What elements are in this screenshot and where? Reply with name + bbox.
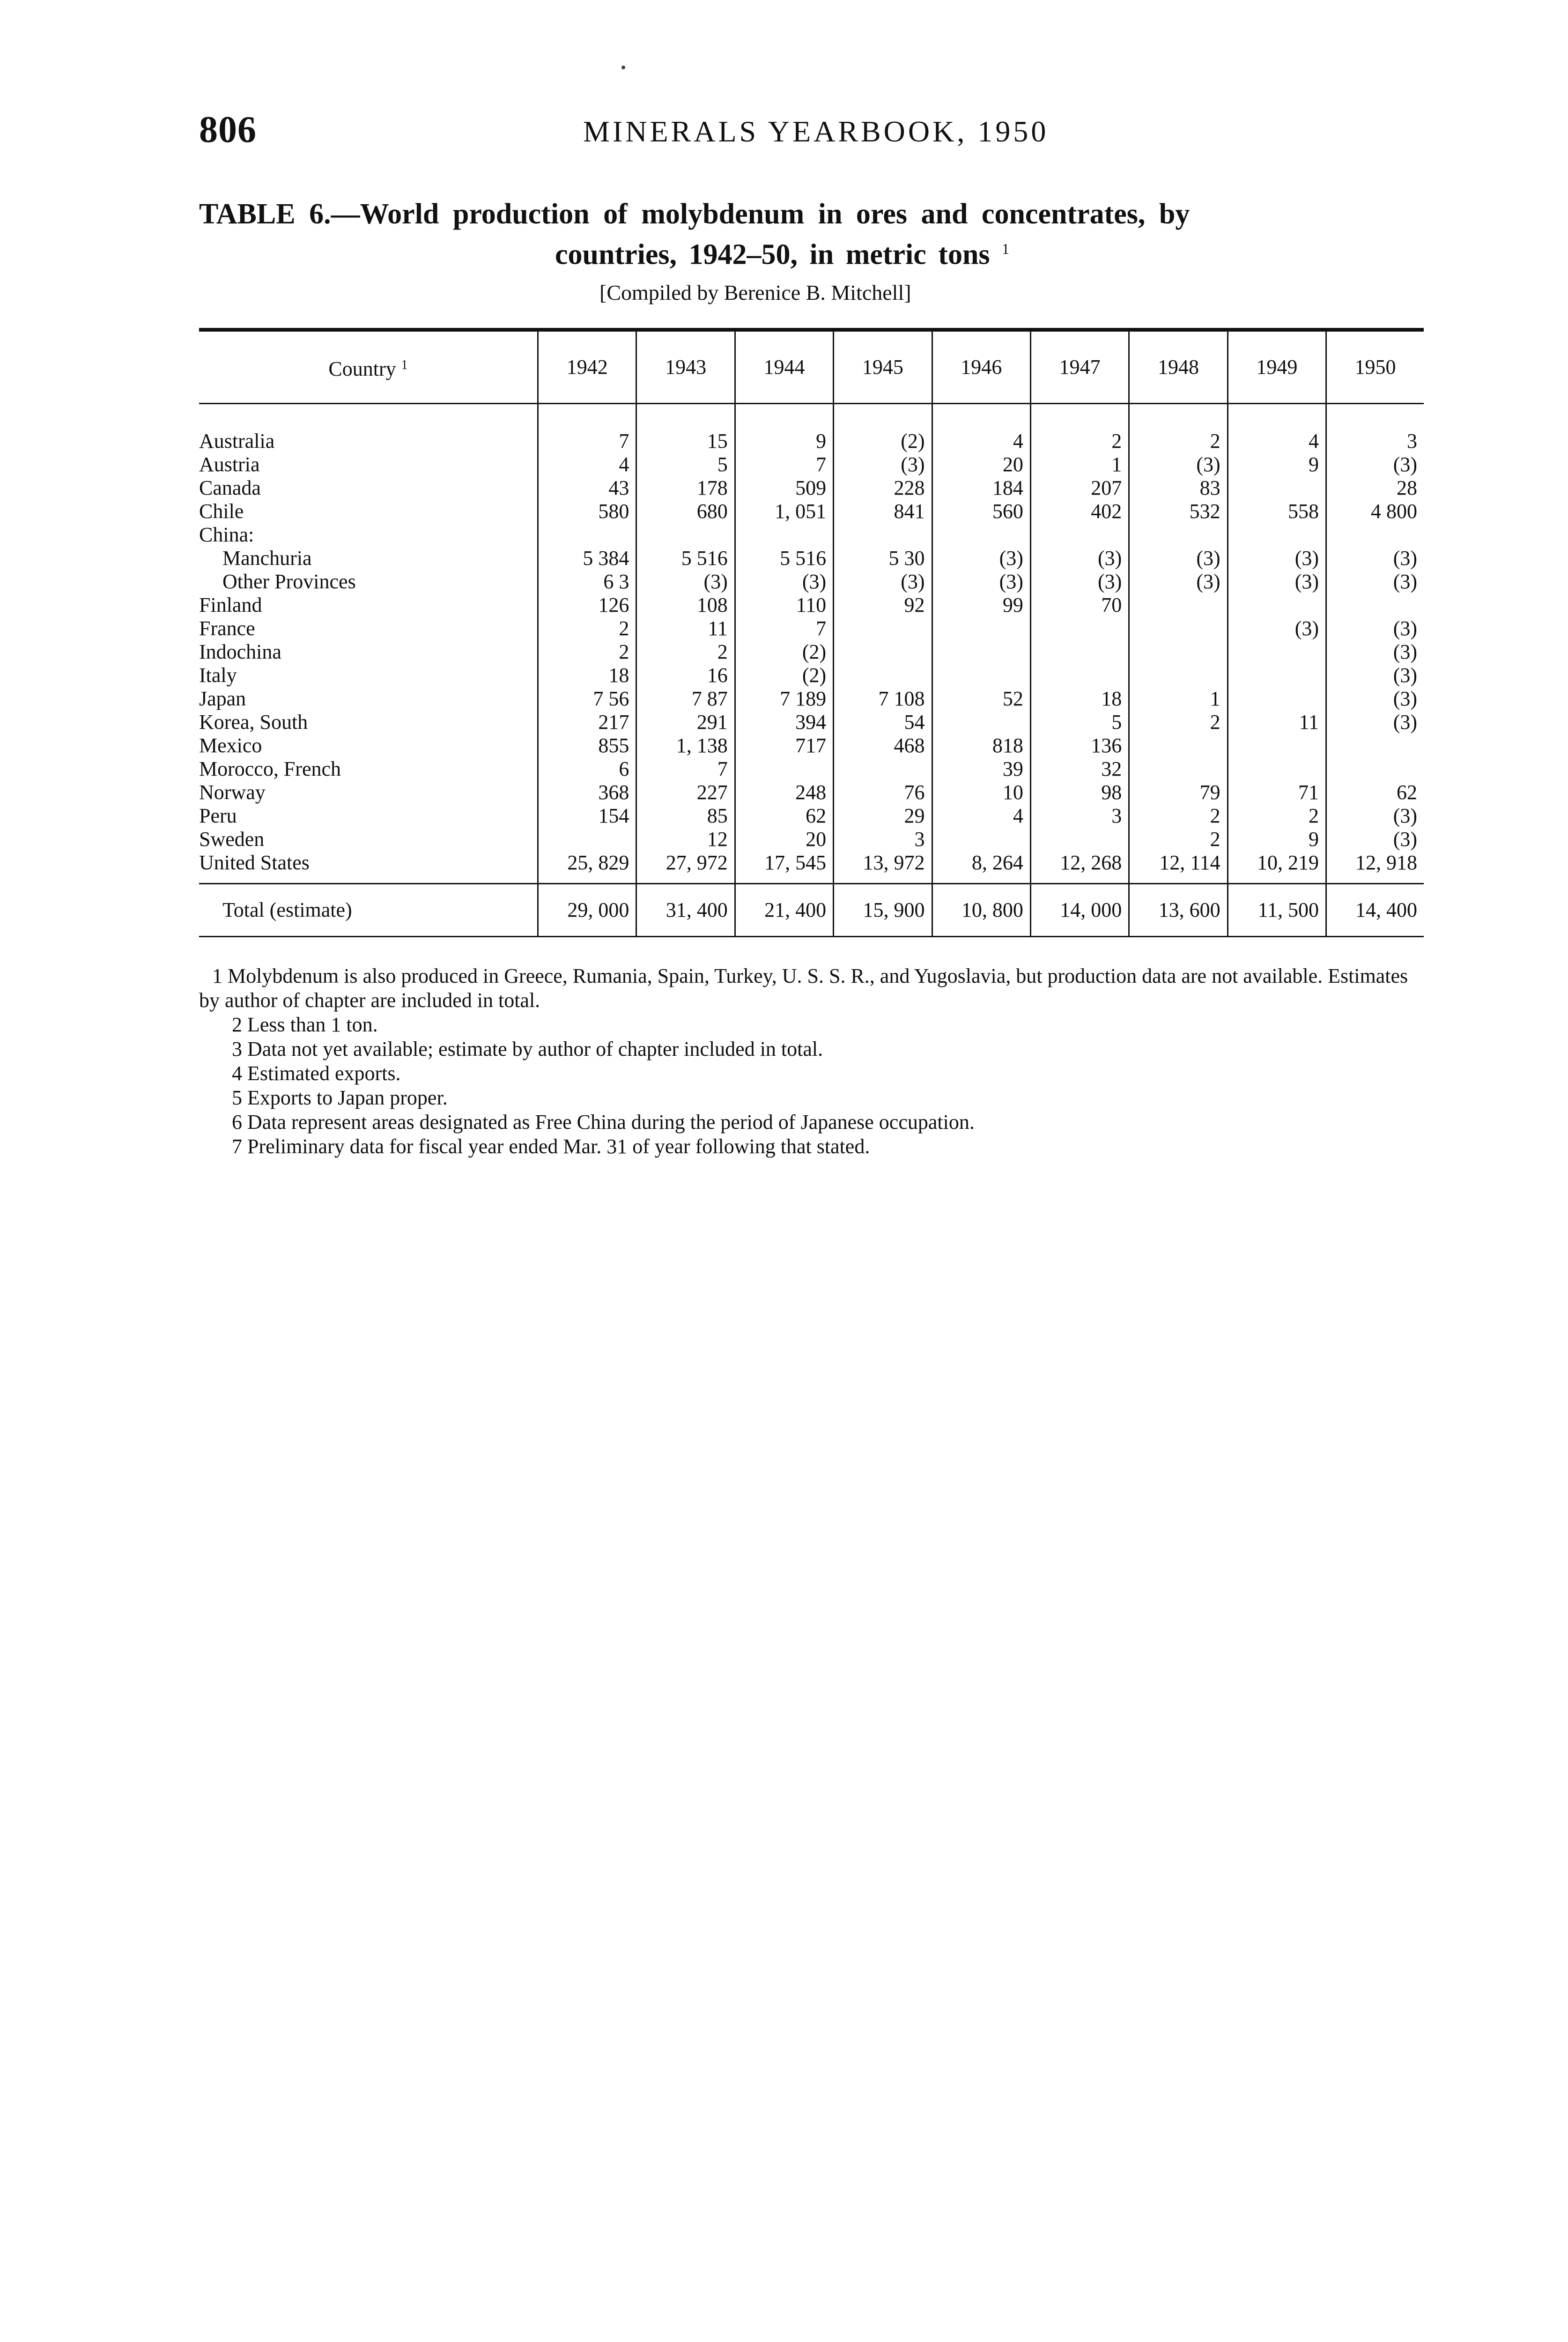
total-cell: 14, 400 (1326, 884, 1424, 937)
data-cell (834, 617, 932, 640)
data-cell: 207 (1030, 476, 1129, 500)
compiled-by-note: [Compiled by Berenice B. Mitchell] (599, 281, 911, 304)
data-cell (1228, 757, 1326, 781)
data-cell (1129, 593, 1228, 617)
data-cell: 2 (538, 617, 636, 640)
data-cell: 1 (1129, 687, 1228, 711)
data-cell: 110 (735, 593, 833, 617)
table-row (199, 687, 1424, 711)
footnote: 5 Exports to Japan proper. (232, 1086, 448, 1109)
table-title-line2-text: countries, 1942–50, in metric tons (555, 238, 990, 271)
country-name: Chile (199, 500, 244, 523)
country-name: Other Provinces (222, 570, 356, 593)
data-cell: 3 (834, 828, 932, 851)
col-header-year: 1949 (1228, 330, 1326, 404)
data-cell: 5 30 (834, 547, 932, 570)
data-cell: 248 (735, 781, 833, 804)
data-cell (932, 711, 1030, 734)
table-row (199, 617, 1424, 640)
data-cell (735, 757, 833, 781)
country-name: Sweden (199, 828, 265, 851)
data-cell: 32 (1030, 757, 1129, 781)
data-cell: 4 (932, 404, 1030, 453)
footnote: 3 Data not yet available; estimate by author of chapter included in total. (232, 1038, 823, 1060)
data-cell: 1 (1030, 453, 1129, 476)
total-cell: 13, 600 (1129, 884, 1228, 937)
data-cell (1228, 476, 1326, 500)
running-title: MINERALS YEARBOOK, 1950 (583, 115, 1049, 148)
data-cell: 5 (1030, 711, 1129, 734)
data-cell: 39 (932, 757, 1030, 781)
table-row (199, 804, 1424, 828)
table-row (199, 781, 1424, 804)
page-speck (621, 66, 625, 69)
total-cell: 21, 400 (735, 884, 833, 937)
page-header (199, 109, 1424, 165)
data-cell: 4 (932, 804, 1030, 828)
table-row (199, 711, 1424, 734)
data-cell: 12, 114 (1129, 851, 1228, 884)
data-cell (1030, 640, 1129, 664)
data-cell: 402 (1030, 500, 1129, 523)
data-cell: (3) (1129, 570, 1228, 593)
footnote: 2 Less than 1 ton. (232, 1013, 378, 1036)
data-cell: 855 (538, 734, 636, 757)
data-cell: (3) (1228, 547, 1326, 570)
data-cell: 841 (834, 500, 932, 523)
data-cell: 13, 972 (834, 851, 932, 884)
data-cell: (3) (1326, 453, 1424, 476)
data-cell: 11 (636, 617, 735, 640)
data-cell: 532 (1129, 500, 1228, 523)
data-cell: (3) (636, 570, 735, 593)
data-cell (834, 640, 932, 664)
table-title-line2 (199, 231, 1424, 272)
data-cell (735, 523, 833, 547)
data-cell: 6 3 (538, 570, 636, 593)
data-cell (538, 523, 636, 547)
table-row (199, 640, 1424, 664)
data-cell (1228, 687, 1326, 711)
col-header-year: 1942 (538, 330, 636, 404)
data-cell: (3) (1326, 570, 1424, 593)
country-name: Manchuria (222, 547, 312, 570)
data-cell: 680 (636, 500, 735, 523)
data-cell: 368 (538, 781, 636, 804)
data-cell (1228, 664, 1326, 687)
table-row (199, 453, 1424, 476)
data-cell: 5 (636, 453, 735, 476)
data-cell: 7 56 (538, 687, 636, 711)
data-cell (834, 523, 932, 547)
data-cell: (3) (932, 570, 1030, 593)
data-cell: 7 (735, 617, 833, 640)
data-cell: 12 (636, 828, 735, 851)
data-cell: 2 (1129, 711, 1228, 734)
data-cell: (3) (932, 547, 1030, 570)
data-cell: 394 (735, 711, 833, 734)
total-cell: 14, 000 (1030, 884, 1129, 937)
data-cell: 5 384 (538, 547, 636, 570)
country-name: Indochina (199, 640, 281, 663)
data-cell (538, 828, 636, 851)
data-cell: 126 (538, 593, 636, 617)
data-cell: 52 (932, 687, 1030, 711)
data-cell: 9 (735, 404, 833, 453)
data-cell: (3) (1326, 617, 1424, 640)
footnote: 4 Estimated exports. (232, 1062, 401, 1085)
data-cell: 108 (636, 593, 735, 617)
data-cell: 8, 264 (932, 851, 1030, 884)
data-cell: 2 (636, 640, 735, 664)
footnote-marker: 1 (401, 358, 408, 372)
data-cell (1228, 523, 1326, 547)
footnote-marker: 1 (1002, 240, 1010, 257)
data-cell (1129, 523, 1228, 547)
col-header-year: 1945 (834, 330, 932, 404)
data-cell: 184 (932, 476, 1030, 500)
data-cell: 6 (538, 757, 636, 781)
col-header-year: 1946 (932, 330, 1030, 404)
data-cell: 70 (1030, 593, 1129, 617)
data-cell: 10, 219 (1228, 851, 1326, 884)
data-cell: 2 (1228, 804, 1326, 828)
table-row (199, 476, 1424, 500)
data-cell: 560 (932, 500, 1030, 523)
country-name: Austria (199, 453, 260, 476)
production-table (199, 328, 1424, 937)
country-name: France (199, 617, 255, 640)
table-row (199, 523, 1424, 547)
data-cell: (3) (1129, 547, 1228, 570)
data-cell: 28 (1326, 476, 1424, 500)
data-cell: (3) (1326, 640, 1424, 664)
data-cell: 16 (636, 664, 735, 687)
data-cell (1228, 593, 1326, 617)
data-cell: 2 (1129, 404, 1228, 453)
data-cell (932, 523, 1030, 547)
data-cell: 136 (1030, 734, 1129, 757)
data-cell: 3 (1326, 404, 1424, 453)
footnote: 6 Data represent areas designated as Free China during the period of Japanese occupation. (232, 1111, 975, 1134)
col-header-year: 1943 (636, 330, 735, 404)
col-header-country (199, 330, 538, 404)
table-row (199, 828, 1424, 851)
data-cell: 18 (538, 664, 636, 687)
data-cell (932, 617, 1030, 640)
data-cell: 1, 051 (735, 500, 833, 523)
data-cell: 9 (1228, 828, 1326, 851)
data-cell: 7 (538, 404, 636, 453)
data-cell (932, 664, 1030, 687)
data-cell: 98 (1030, 781, 1129, 804)
data-cell: 2 (1129, 828, 1228, 851)
total-label: Total (estimate) (199, 884, 538, 937)
data-cell (1129, 757, 1228, 781)
data-cell: 2 (1030, 404, 1129, 453)
data-cell: 7 189 (735, 687, 833, 711)
data-cell: (3) (1228, 617, 1326, 640)
country-name: Peru (199, 804, 237, 827)
data-cell (1129, 617, 1228, 640)
data-cell: 20 (735, 828, 833, 851)
data-cell: 18 (1030, 687, 1129, 711)
data-cell: 7 108 (834, 687, 932, 711)
data-cell: 85 (636, 804, 735, 828)
col-header-year: 1950 (1326, 330, 1424, 404)
data-cell: 228 (834, 476, 932, 500)
data-cell: 27, 972 (636, 851, 735, 884)
data-cell: (3) (1030, 570, 1129, 593)
table-row (199, 570, 1424, 593)
data-cell: 43 (538, 476, 636, 500)
country-name: United States (199, 851, 310, 874)
table-row (199, 500, 1424, 523)
data-cell: (3) (735, 570, 833, 593)
table-row (199, 757, 1424, 781)
header-row (199, 330, 1424, 404)
data-cell: 178 (636, 476, 735, 500)
data-cell: 4 800 (1326, 500, 1424, 523)
data-cell: 154 (538, 804, 636, 828)
country-name: Morocco, French (199, 757, 341, 780)
country-name: Norway (199, 781, 266, 804)
data-cell: 62 (735, 804, 833, 828)
data-cell: 3 (1030, 804, 1129, 828)
data-cell: (2) (834, 404, 932, 453)
data-cell: (3) (1326, 547, 1424, 570)
data-cell: 1, 138 (636, 734, 735, 757)
data-cell: 29 (834, 804, 932, 828)
total-cell: 11, 500 (1228, 884, 1326, 937)
total-cell: 15, 900 (834, 884, 932, 937)
data-cell: 227 (636, 781, 735, 804)
data-cell (1326, 593, 1424, 617)
data-cell (1129, 734, 1228, 757)
total-cell: 29, 000 (538, 884, 636, 937)
col-header-year: 1948 (1129, 330, 1228, 404)
data-cell: 4 (538, 453, 636, 476)
data-cell: 99 (932, 593, 1030, 617)
data-cell: 17, 545 (735, 851, 833, 884)
data-cell (1326, 757, 1424, 781)
data-cell: 7 (636, 757, 735, 781)
data-cell: 83 (1129, 476, 1228, 500)
total-cell: 31, 400 (636, 884, 735, 937)
data-cell: 2 (1129, 804, 1228, 828)
data-cell: 468 (834, 734, 932, 757)
table-title (199, 197, 1424, 272)
data-cell: (2) (735, 640, 833, 664)
data-cell (1228, 640, 1326, 664)
footnote: 1 Molybdenum is also produced in Greece, Rumania, Spain, Turkey, U. S. S. R., and Yugoslavia, but production data are not available. Estimates by author of chapter are included in total. (199, 964, 1408, 1012)
page-number: 806 (199, 109, 257, 150)
table-title-line1: TABLE 6.—World production of molybdenum in ores and concentrates, by (199, 198, 1190, 230)
table-row (199, 734, 1424, 757)
table-row (199, 404, 1424, 453)
data-cell: (3) (1326, 804, 1424, 828)
data-cell (932, 640, 1030, 664)
table-row (199, 547, 1424, 570)
data-cell (1228, 734, 1326, 757)
data-cell: (3) (1326, 664, 1424, 687)
country-name: Canada (199, 476, 261, 499)
col-header-year: 1947 (1030, 330, 1129, 404)
table-total (199, 884, 1424, 937)
data-cell (834, 664, 932, 687)
data-cell: 9 (1228, 453, 1326, 476)
data-cell: (3) (1228, 570, 1326, 593)
data-cell: 10 (932, 781, 1030, 804)
data-cell: 54 (834, 711, 932, 734)
data-cell: 12, 268 (1030, 851, 1129, 884)
data-cell (1129, 640, 1228, 664)
data-cell: (3) (1129, 453, 1228, 476)
country-name: Australia (199, 430, 275, 452)
data-cell: 580 (538, 500, 636, 523)
total-cell: 10, 800 (932, 884, 1030, 937)
table-row (199, 851, 1424, 884)
data-cell: 5 516 (636, 547, 735, 570)
table-row (199, 593, 1424, 617)
data-cell: (2) (735, 664, 833, 687)
country-name: Japan (199, 687, 246, 710)
data-cell: 7 87 (636, 687, 735, 711)
data-cell: 2 (538, 640, 636, 664)
data-cell (1030, 828, 1129, 851)
data-cell: 217 (538, 711, 636, 734)
data-cell: (3) (1326, 687, 1424, 711)
data-cell: 92 (834, 593, 932, 617)
data-cell: 71 (1228, 781, 1326, 804)
data-cell (1030, 664, 1129, 687)
total-row (199, 884, 1424, 937)
footnote: 7 Preliminary data for fiscal year ended Mar. 31 of year following that stated. (232, 1135, 870, 1158)
data-cell: 15 (636, 404, 735, 453)
footnotes (199, 964, 1424, 1159)
data-cell: (3) (1326, 828, 1424, 851)
data-cell (1326, 523, 1424, 547)
col-header-year: 1944 (735, 330, 833, 404)
data-cell: 25, 829 (538, 851, 636, 884)
data-cell: 818 (932, 734, 1030, 757)
data-cell: (3) (834, 453, 932, 476)
data-cell: 7 (735, 453, 833, 476)
data-cell: 76 (834, 781, 932, 804)
country-name: Italy (199, 664, 237, 687)
data-cell: 5 516 (735, 547, 833, 570)
country-name: Finland (199, 593, 262, 616)
data-cell: 291 (636, 711, 735, 734)
data-cell (834, 757, 932, 781)
data-cell (1326, 734, 1424, 757)
table-body (199, 404, 1424, 884)
data-cell: (3) (1326, 711, 1424, 734)
data-cell: 558 (1228, 500, 1326, 523)
data-cell: (3) (1030, 547, 1129, 570)
data-cell (1129, 664, 1228, 687)
data-cell: 11 (1228, 711, 1326, 734)
data-cell (1030, 617, 1129, 640)
data-cell: 62 (1326, 781, 1424, 804)
table-row (199, 664, 1424, 687)
data-cell: 4 (1228, 404, 1326, 453)
data-cell (932, 828, 1030, 851)
data-cell: 717 (735, 734, 833, 757)
col-header-country-label: Country (328, 357, 396, 380)
data-cell: (3) (834, 570, 932, 593)
data-cell (1030, 523, 1129, 547)
country-name: China: (199, 523, 254, 546)
data-cell: 20 (932, 453, 1030, 476)
data-cell: 79 (1129, 781, 1228, 804)
data-cell (636, 523, 735, 547)
country-name: Korea, South (199, 711, 308, 734)
data-cell: 12, 918 (1326, 851, 1424, 884)
country-name: Mexico (199, 734, 262, 757)
data-cell: 509 (735, 476, 833, 500)
